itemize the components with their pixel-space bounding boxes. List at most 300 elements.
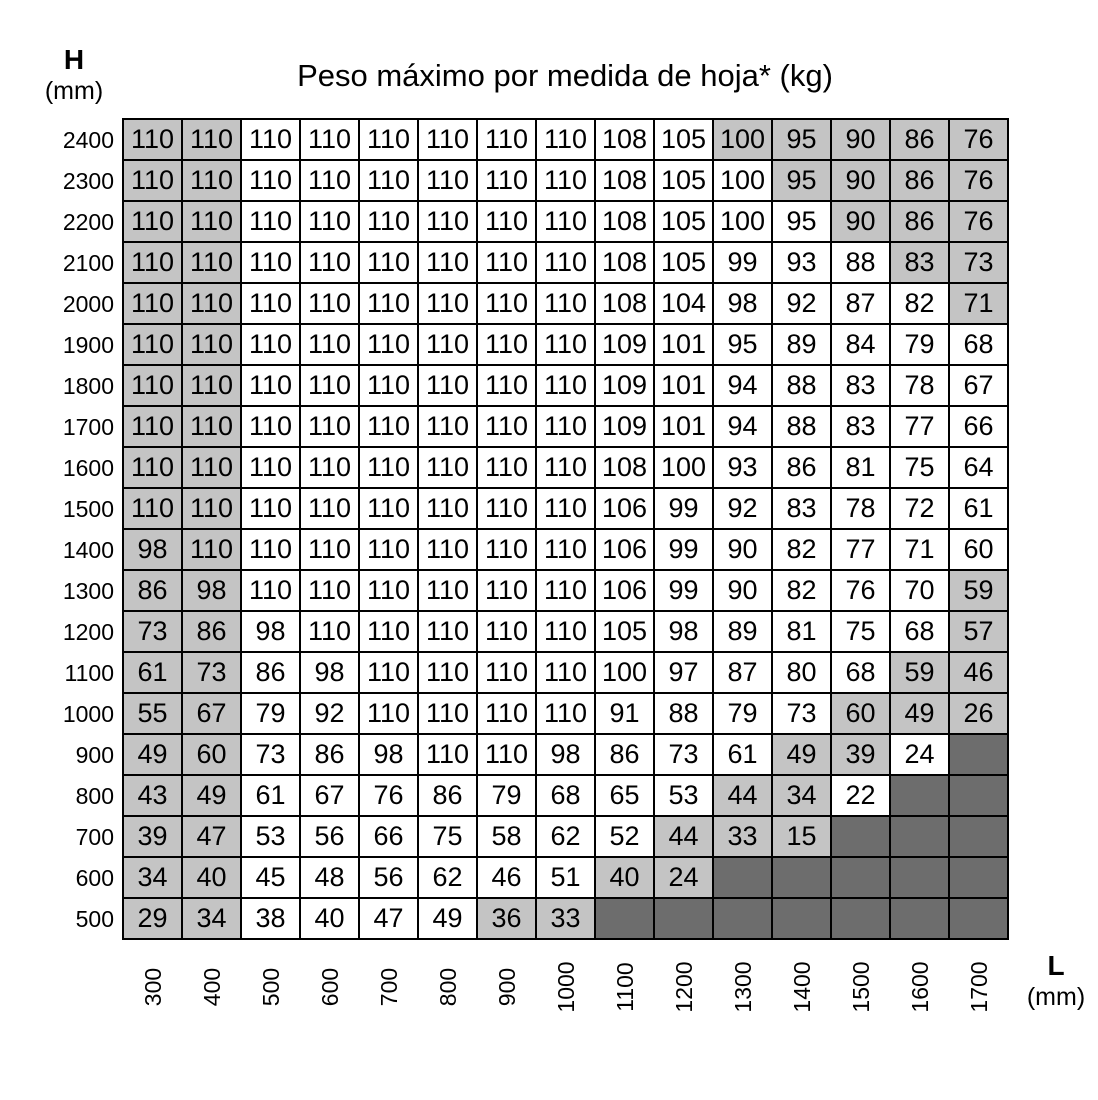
table-cell: 109 xyxy=(595,406,654,447)
table-cell: 110 xyxy=(300,365,359,406)
table-cell: 110 xyxy=(477,201,536,242)
table-cell: 110 xyxy=(123,447,182,488)
table-cell: 110 xyxy=(536,201,595,242)
table-cell: 86 xyxy=(890,201,949,242)
table-cell: 94 xyxy=(713,406,772,447)
table-cell: 110 xyxy=(477,734,536,775)
table-cell: 110 xyxy=(359,693,418,734)
table-cell: 88 xyxy=(654,693,713,734)
table-cell: 56 xyxy=(300,816,359,857)
table-cell xyxy=(890,857,949,898)
table-cell: 110 xyxy=(123,406,182,447)
table-cell: 110 xyxy=(418,693,477,734)
y-tick-label: 500 xyxy=(75,905,114,932)
table-cell: 101 xyxy=(654,406,713,447)
table-cell: 73 xyxy=(241,734,300,775)
table-cell: 55 xyxy=(123,693,182,734)
table-cell: 106 xyxy=(595,488,654,529)
table-row xyxy=(123,447,1008,488)
table-cell: 110 xyxy=(241,406,300,447)
y-axis-label xyxy=(30,44,118,106)
table-cell: 110 xyxy=(418,324,477,365)
table-cell: 56 xyxy=(359,857,418,898)
table-cell: 110 xyxy=(182,242,241,283)
table-cell: 80 xyxy=(772,652,831,693)
table-cell: 29 xyxy=(123,898,182,939)
table-cell: 110 xyxy=(182,283,241,324)
table-cell xyxy=(713,857,772,898)
table-cell: 52 xyxy=(595,816,654,857)
table-cell: 82 xyxy=(890,283,949,324)
table-cell: 43 xyxy=(123,775,182,816)
table-cell: 61 xyxy=(241,775,300,816)
table-cell: 110 xyxy=(418,488,477,529)
table-cell: 110 xyxy=(182,119,241,160)
table-cell: 110 xyxy=(182,201,241,242)
table-cell: 110 xyxy=(241,242,300,283)
table-cell: 60 xyxy=(831,693,890,734)
table-cell: 101 xyxy=(654,324,713,365)
table-cell: 110 xyxy=(359,365,418,406)
table-cell: 90 xyxy=(831,201,890,242)
table-cell: 24 xyxy=(654,857,713,898)
table-cell: 89 xyxy=(772,324,831,365)
x-tick-label-text: 900 xyxy=(493,967,520,1007)
table-cell: 110 xyxy=(123,324,182,365)
table-cell: 110 xyxy=(536,283,595,324)
table-cell: 71 xyxy=(890,529,949,570)
table-cell: 99 xyxy=(654,488,713,529)
table-cell xyxy=(949,898,1008,939)
table-cell: 110 xyxy=(536,529,595,570)
y-tick-label: 700 xyxy=(75,823,114,850)
x-tick-label-text: 1400 xyxy=(788,961,815,1013)
table-cell: 110 xyxy=(300,406,359,447)
table-cell: 79 xyxy=(713,693,772,734)
table-cell: 83 xyxy=(831,365,890,406)
table-cell: 59 xyxy=(949,570,1008,611)
table-row xyxy=(123,242,1008,283)
table-cell: 76 xyxy=(359,775,418,816)
table-cell: 110 xyxy=(536,693,595,734)
table-cell xyxy=(949,734,1008,775)
table-cell: 68 xyxy=(536,775,595,816)
table-cell: 110 xyxy=(477,324,536,365)
table-row xyxy=(123,119,1008,160)
table-cell: 110 xyxy=(418,119,477,160)
table-cell: 110 xyxy=(477,406,536,447)
table-cell: 61 xyxy=(949,488,1008,529)
table-cell xyxy=(831,816,890,857)
y-tick-label: 1400 xyxy=(62,536,114,563)
table-cell: 60 xyxy=(182,734,241,775)
table-cell: 79 xyxy=(241,693,300,734)
chart-title: Peso máximo por medida de hoja* (kg) xyxy=(297,58,833,93)
table-cell xyxy=(890,816,949,857)
table-cell xyxy=(595,898,654,939)
table-cell: 98 xyxy=(300,652,359,693)
table-cell: 45 xyxy=(241,857,300,898)
table-cell: 108 xyxy=(595,119,654,160)
table-cell: 88 xyxy=(772,406,831,447)
table-cell: 110 xyxy=(182,406,241,447)
table-cell xyxy=(831,898,890,939)
table-cell: 95 xyxy=(772,201,831,242)
table-cell: 49 xyxy=(772,734,831,775)
table-cell: 58 xyxy=(477,816,536,857)
table-cell: 68 xyxy=(949,324,1008,365)
table-cell: 90 xyxy=(831,160,890,201)
table-cell: 98 xyxy=(359,734,418,775)
table-cell: 76 xyxy=(831,570,890,611)
x-axis-label xyxy=(1014,950,1098,1012)
x-tick-label xyxy=(964,954,994,1020)
table-cell: 73 xyxy=(772,693,831,734)
table-cell: 110 xyxy=(182,324,241,365)
table-cell: 108 xyxy=(595,242,654,283)
table-cell: 110 xyxy=(477,160,536,201)
table-cell: 106 xyxy=(595,529,654,570)
table-cell: 110 xyxy=(477,693,536,734)
table-cell: 78 xyxy=(890,365,949,406)
table-cell: 106 xyxy=(595,570,654,611)
table-cell: 94 xyxy=(713,365,772,406)
table-row xyxy=(123,652,1008,693)
table-cell: 86 xyxy=(595,734,654,775)
table-cell: 110 xyxy=(300,160,359,201)
table-cell: 110 xyxy=(536,406,595,447)
table-cell: 110 xyxy=(359,611,418,652)
table-cell: 110 xyxy=(536,652,595,693)
y-tick-label: 800 xyxy=(75,782,114,809)
table-cell: 110 xyxy=(359,283,418,324)
table-cell: 110 xyxy=(536,570,595,611)
table-cell: 110 xyxy=(300,488,359,529)
x-tick-label xyxy=(610,954,640,1020)
y-tick-label: 1500 xyxy=(62,495,114,522)
table-cell: 88 xyxy=(772,365,831,406)
y-axis-unit: (mm) xyxy=(44,77,104,105)
table-cell: 110 xyxy=(300,242,359,283)
table-cell: 92 xyxy=(300,693,359,734)
x-tick-label xyxy=(256,954,286,1020)
table-cell: 86 xyxy=(418,775,477,816)
table-cell: 53 xyxy=(654,775,713,816)
y-tick-label: 1000 xyxy=(62,700,114,727)
table-cell: 53 xyxy=(241,816,300,857)
table-cell: 84 xyxy=(831,324,890,365)
table-cell: 81 xyxy=(831,447,890,488)
table-cell: 61 xyxy=(123,652,182,693)
table-cell: 110 xyxy=(241,365,300,406)
table-cell: 110 xyxy=(418,365,477,406)
table-cell: 110 xyxy=(418,570,477,611)
table-cell: 99 xyxy=(713,242,772,283)
table-cell: 110 xyxy=(123,160,182,201)
table-cell: 34 xyxy=(123,857,182,898)
table-row xyxy=(123,406,1008,447)
y-tick-label: 1300 xyxy=(62,577,114,604)
table-cell: 48 xyxy=(300,857,359,898)
table-cell: 110 xyxy=(536,324,595,365)
table-cell xyxy=(949,775,1008,816)
table-cell: 110 xyxy=(477,611,536,652)
table-cell: 33 xyxy=(713,816,772,857)
table-cell: 110 xyxy=(182,488,241,529)
x-tick-label-text: 1600 xyxy=(906,961,933,1013)
table-cell: 79 xyxy=(890,324,949,365)
table-cell: 110 xyxy=(536,447,595,488)
x-tick-label xyxy=(138,954,168,1020)
table-cell: 33 xyxy=(536,898,595,939)
table-cell: 51 xyxy=(536,857,595,898)
table-cell: 110 xyxy=(300,201,359,242)
table-cell: 95 xyxy=(772,119,831,160)
table-cell: 66 xyxy=(359,816,418,857)
table-cell: 77 xyxy=(831,529,890,570)
table-cell: 110 xyxy=(359,652,418,693)
table-cell: 49 xyxy=(418,898,477,939)
table-cell: 49 xyxy=(182,775,241,816)
table-cell: 76 xyxy=(949,160,1008,201)
x-axis-unit: (mm) xyxy=(1026,983,1086,1011)
table-cell: 68 xyxy=(831,652,890,693)
table-cell: 40 xyxy=(182,857,241,898)
table-cell: 59 xyxy=(890,652,949,693)
table-row xyxy=(123,529,1008,570)
table-cell: 110 xyxy=(241,283,300,324)
table-cell: 78 xyxy=(831,488,890,529)
table-cell: 105 xyxy=(654,201,713,242)
x-tick-label-text: 1700 xyxy=(965,961,992,1013)
weight-table xyxy=(122,118,1009,940)
table-cell: 62 xyxy=(418,857,477,898)
table-cell: 110 xyxy=(182,160,241,201)
table-row xyxy=(123,734,1008,775)
table-cell: 65 xyxy=(595,775,654,816)
x-tick-label-text: 700 xyxy=(375,967,402,1007)
table-cell: 86 xyxy=(182,611,241,652)
table-cell: 93 xyxy=(713,447,772,488)
table-cell: 108 xyxy=(595,201,654,242)
y-tick-label: 2000 xyxy=(62,290,114,317)
table-cell: 67 xyxy=(182,693,241,734)
table-cell: 75 xyxy=(890,447,949,488)
table-cell: 110 xyxy=(241,447,300,488)
x-tick-label-text: 1300 xyxy=(729,961,756,1013)
y-tick-label: 2300 xyxy=(62,167,114,194)
table-cell: 110 xyxy=(536,242,595,283)
table-row xyxy=(123,324,1008,365)
table-cell: 110 xyxy=(241,119,300,160)
table-cell: 57 xyxy=(949,611,1008,652)
table-cell: 62 xyxy=(536,816,595,857)
table-cell: 110 xyxy=(182,529,241,570)
table-row xyxy=(123,816,1008,857)
table-cell: 46 xyxy=(477,857,536,898)
table-cell: 46 xyxy=(949,652,1008,693)
table-cell: 73 xyxy=(123,611,182,652)
x-tick-label-text: 1100 xyxy=(611,962,638,1012)
y-tick-label: 2100 xyxy=(62,249,114,276)
table-cell: 110 xyxy=(418,734,477,775)
table-cell: 83 xyxy=(890,242,949,283)
table-cell: 110 xyxy=(359,160,418,201)
table-cell: 26 xyxy=(949,693,1008,734)
table-cell: 110 xyxy=(418,201,477,242)
table-cell: 110 xyxy=(359,119,418,160)
table-cell: 75 xyxy=(831,611,890,652)
table-cell: 99 xyxy=(654,570,713,611)
table-cell: 110 xyxy=(477,447,536,488)
table-cell: 110 xyxy=(477,488,536,529)
x-axis-letter: L xyxy=(1047,950,1065,981)
table-cell xyxy=(654,898,713,939)
table-cell: 110 xyxy=(418,160,477,201)
table-cell: 86 xyxy=(772,447,831,488)
table-cell: 110 xyxy=(123,242,182,283)
y-tick-label: 1900 xyxy=(62,331,114,358)
table-cell: 110 xyxy=(477,365,536,406)
table-cell: 86 xyxy=(890,160,949,201)
table-cell: 110 xyxy=(536,160,595,201)
table-cell: 72 xyxy=(890,488,949,529)
table-cell: 79 xyxy=(477,775,536,816)
table-cell: 110 xyxy=(359,324,418,365)
table-cell: 99 xyxy=(654,529,713,570)
table-cell: 44 xyxy=(713,775,772,816)
table-cell: 110 xyxy=(418,283,477,324)
table-cell: 110 xyxy=(359,242,418,283)
table-cell: 110 xyxy=(477,283,536,324)
table-cell: 105 xyxy=(654,242,713,283)
table-cell xyxy=(772,857,831,898)
table-cell: 87 xyxy=(831,283,890,324)
table-cell: 109 xyxy=(595,324,654,365)
table-cell: 110 xyxy=(418,447,477,488)
table-cell: 90 xyxy=(713,529,772,570)
table-cell: 86 xyxy=(123,570,182,611)
table-cell: 105 xyxy=(595,611,654,652)
table-cell: 110 xyxy=(477,570,536,611)
table-cell: 108 xyxy=(595,283,654,324)
table-row xyxy=(123,570,1008,611)
y-tick-label: 600 xyxy=(75,864,114,891)
table-cell: 64 xyxy=(949,447,1008,488)
y-tick-label: 900 xyxy=(75,741,114,768)
table-cell: 110 xyxy=(418,652,477,693)
table-cell: 110 xyxy=(241,201,300,242)
table-cell: 110 xyxy=(241,488,300,529)
table-cell: 110 xyxy=(300,324,359,365)
table-cell: 110 xyxy=(300,570,359,611)
table-cell: 38 xyxy=(241,898,300,939)
table-cell: 110 xyxy=(418,529,477,570)
table-cell: 44 xyxy=(654,816,713,857)
y-tick-label: 1800 xyxy=(62,372,114,399)
table-cell: 40 xyxy=(595,857,654,898)
table-cell: 97 xyxy=(654,652,713,693)
y-axis-letter: H xyxy=(63,44,85,75)
x-tick-label-text: 1000 xyxy=(552,961,579,1013)
x-tick-label-text: 1500 xyxy=(847,961,874,1013)
table-cell: 110 xyxy=(241,160,300,201)
table-cell: 47 xyxy=(359,898,418,939)
table-cell: 39 xyxy=(123,816,182,857)
y-tick-label: 2400 xyxy=(62,126,114,153)
table-cell: 15 xyxy=(772,816,831,857)
y-tick-label: 1200 xyxy=(62,618,114,645)
table-cell: 93 xyxy=(772,242,831,283)
x-tick-label-text: 300 xyxy=(139,967,166,1007)
table-cell xyxy=(772,898,831,939)
table-row xyxy=(123,775,1008,816)
table-cell: 101 xyxy=(654,365,713,406)
table-cell: 100 xyxy=(654,447,713,488)
table-row xyxy=(123,160,1008,201)
table-cell: 110 xyxy=(418,242,477,283)
table-cell: 108 xyxy=(595,447,654,488)
table-cell: 110 xyxy=(418,611,477,652)
table-cell: 110 xyxy=(359,201,418,242)
table-cell: 67 xyxy=(300,775,359,816)
table-cell: 73 xyxy=(182,652,241,693)
table-cell: 110 xyxy=(123,283,182,324)
table-cell: 110 xyxy=(123,201,182,242)
table-cell: 98 xyxy=(536,734,595,775)
table-cell xyxy=(831,857,890,898)
x-tick-label xyxy=(315,954,345,1020)
table-cell: 40 xyxy=(300,898,359,939)
table-cell: 98 xyxy=(123,529,182,570)
table-cell: 73 xyxy=(654,734,713,775)
table-cell: 110 xyxy=(359,447,418,488)
table-cell: 104 xyxy=(654,283,713,324)
table-cell: 110 xyxy=(477,652,536,693)
table-cell: 110 xyxy=(359,488,418,529)
table-cell: 91 xyxy=(595,693,654,734)
x-tick-label xyxy=(787,954,817,1020)
table-cell: 98 xyxy=(182,570,241,611)
x-tick-label xyxy=(551,954,581,1020)
table-cell: 66 xyxy=(949,406,1008,447)
table-cell: 90 xyxy=(713,570,772,611)
y-tick-label: 1600 xyxy=(62,454,114,481)
x-tick-label-text: 800 xyxy=(434,967,461,1007)
table-cell: 77 xyxy=(890,406,949,447)
table-cell: 100 xyxy=(713,160,772,201)
x-tick-label xyxy=(728,954,758,1020)
table-cell: 92 xyxy=(772,283,831,324)
table-cell: 105 xyxy=(654,119,713,160)
table-cell xyxy=(890,898,949,939)
table-cell: 39 xyxy=(831,734,890,775)
table-cell: 100 xyxy=(713,119,772,160)
table-cell: 88 xyxy=(831,242,890,283)
x-tick-label xyxy=(433,954,463,1020)
x-tick-label xyxy=(669,954,699,1020)
x-tick-label-text: 500 xyxy=(257,967,284,1007)
table-cell xyxy=(949,857,1008,898)
table-row xyxy=(123,365,1008,406)
table-cell: 110 xyxy=(241,324,300,365)
x-tick-label xyxy=(905,954,935,1020)
table-cell: 81 xyxy=(772,611,831,652)
table-cell: 110 xyxy=(123,488,182,529)
table-cell: 110 xyxy=(300,283,359,324)
table-cell: 34 xyxy=(772,775,831,816)
table-cell: 110 xyxy=(418,406,477,447)
